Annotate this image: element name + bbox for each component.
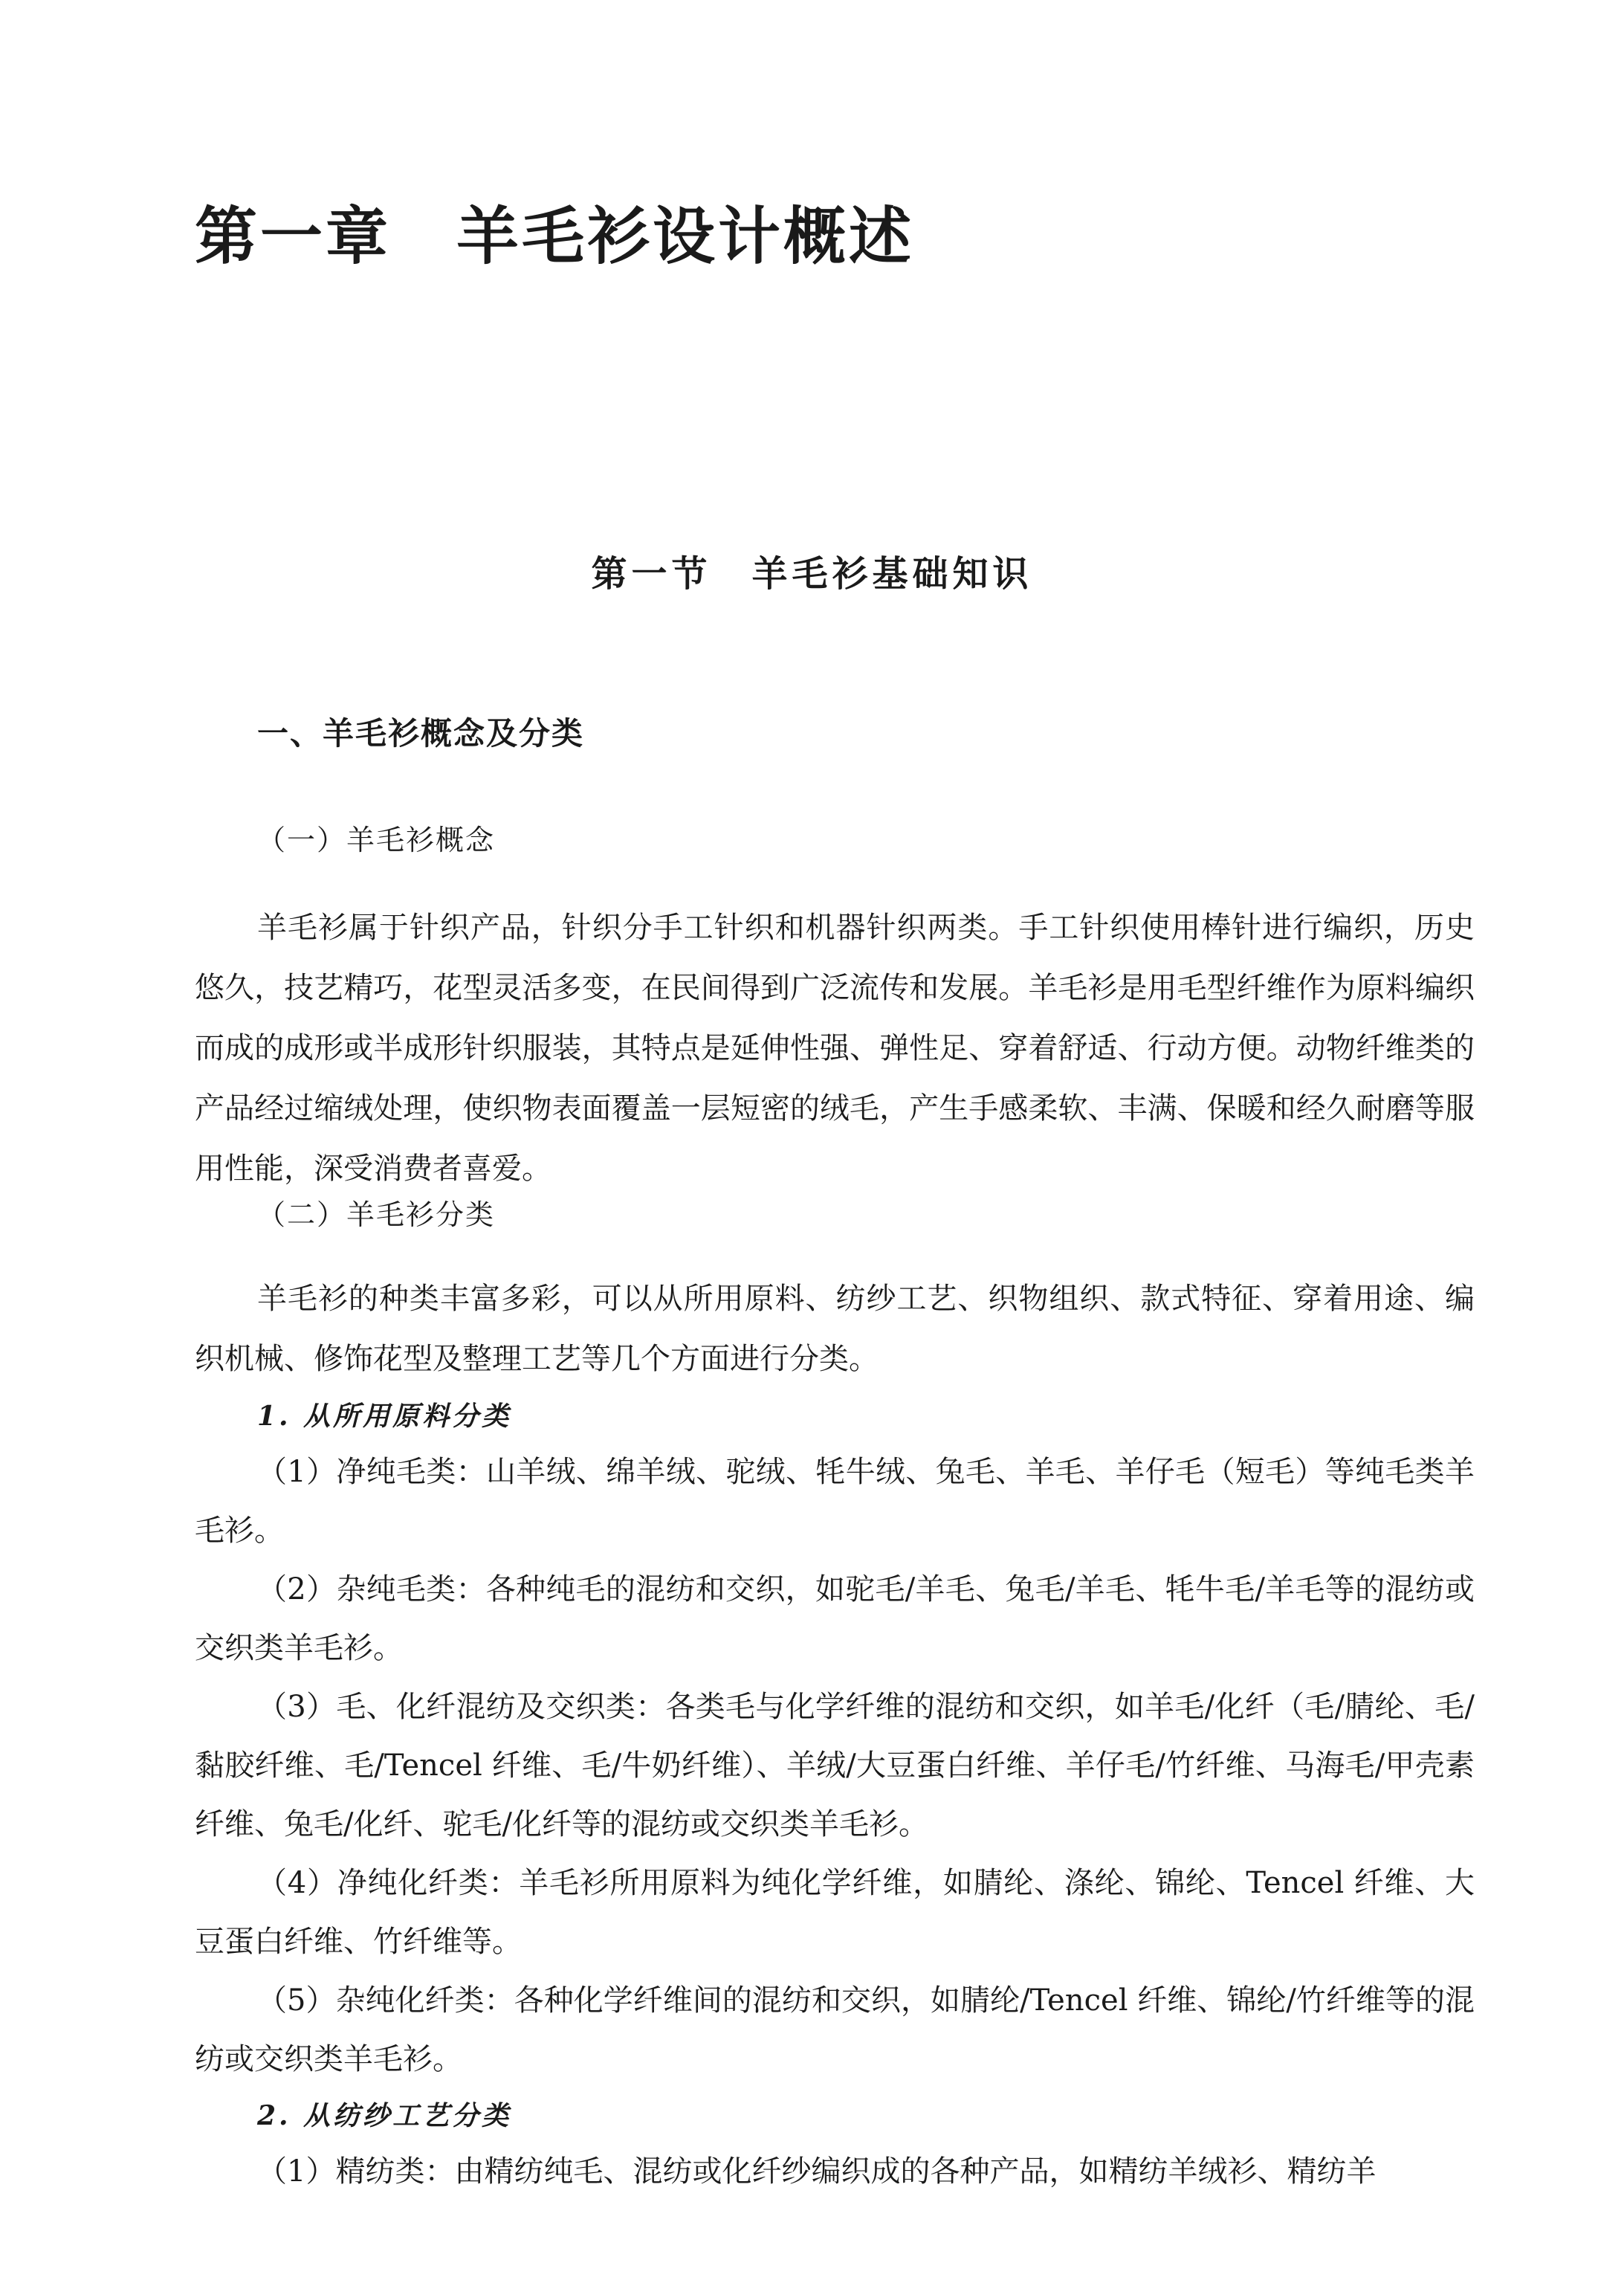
concept-section-body <box>195 898 1475 1199</box>
list-item: （5）杂纯化纤类：各种化学纤维间的混纺和交织，如腈纶/Tencel 纤维、锦纶/竹纤维等的混纺或交织类羊毛衫。 <box>195 1983 1475 2076</box>
subheading-classification: （二）羊毛衫分类 <box>257 1198 496 1231</box>
heading-concept-and-classification: 一、羊毛衫概念及分类 <box>257 715 585 752</box>
concept-paragraph: 羊毛衫属于针织产品，针织分手工针织和机器针织两类。手工针织使用棒针进行编织，历史悠久，技艺精巧，花型灵活多变，在民间得到广泛流传和发展。羊毛衫是用毛型纤维作为原料编织而成的成形或半成形针织服装，其特点是延伸性强、弹性足、穿着舒适、行动方便。动物纤维类的产品经过缩绒处理，使织物表面覆盖一层短密的绒毛，产生手感柔软、丰满、保暖和经久耐磨等服用性能，深受消费者喜爱。 <box>195 911 1475 1186</box>
classification-section-body <box>195 1269 1475 2201</box>
list-item: （1）精纺类：由精纺纯毛、混纺或化纤纱编织成的各种产品，如精纺羊绒衫、精纺羊 <box>257 2154 1376 2189</box>
category-heading-spinning-process: 2. 从纺纱工艺分类 <box>257 2100 512 2131</box>
list-item: （1）净纯毛类：山羊绒、绵羊绒、驼绒、牦牛绒、兔毛、羊毛、羊仔毛（短毛）等纯毛类羊毛衫。 <box>195 1455 1475 1548</box>
list-item: （4）净纯化纤类：羊毛衫所用原料为纯化学纤维，如腈纶、涤纶、锦纶、Tencel 纤维、大豆蛋白纤维、竹纤维等。 <box>195 1866 1475 1959</box>
section-title: 第一节 羊毛衫基础知识 <box>591 553 1033 595</box>
list-item: （2）杂纯毛类：各种纯毛的混纺和交织，如驼毛/羊毛、兔毛/羊毛、牦牛毛/羊毛等的混纺或交织类羊毛衫。 <box>195 1572 1475 1665</box>
subheading-concept: （一）羊毛衫概念 <box>257 824 496 856</box>
chapter-title: 第一章 羊毛衫设计概述 <box>195 199 915 273</box>
list-item: （3）毛、化纤混纺及交织类：各类毛与化学纤维的混纺和交织，如羊毛/化纤（毛/腈纶、毛/黏胶纤维、毛/Tencel 纤维、毛/牛奶纤维）、羊绒/大豆蛋白纤维、羊仔毛/竹纤维、马海毛/甲壳素纤维、兔毛/化纤、驼毛/化纤等的混纺或交织类羊毛衫。 <box>195 1690 1475 1841</box>
classification-intro-paragraph: 羊毛衫的种类丰富多彩，可以从所用原料、纺纱工艺、织物组织、款式特征、穿着用途、编织机械、修饰花型及整理工艺等几个方面进行分类。 <box>195 1282 1475 1376</box>
category-heading-raw-material: 1. 从所用原料分类 <box>257 1401 512 1432</box>
